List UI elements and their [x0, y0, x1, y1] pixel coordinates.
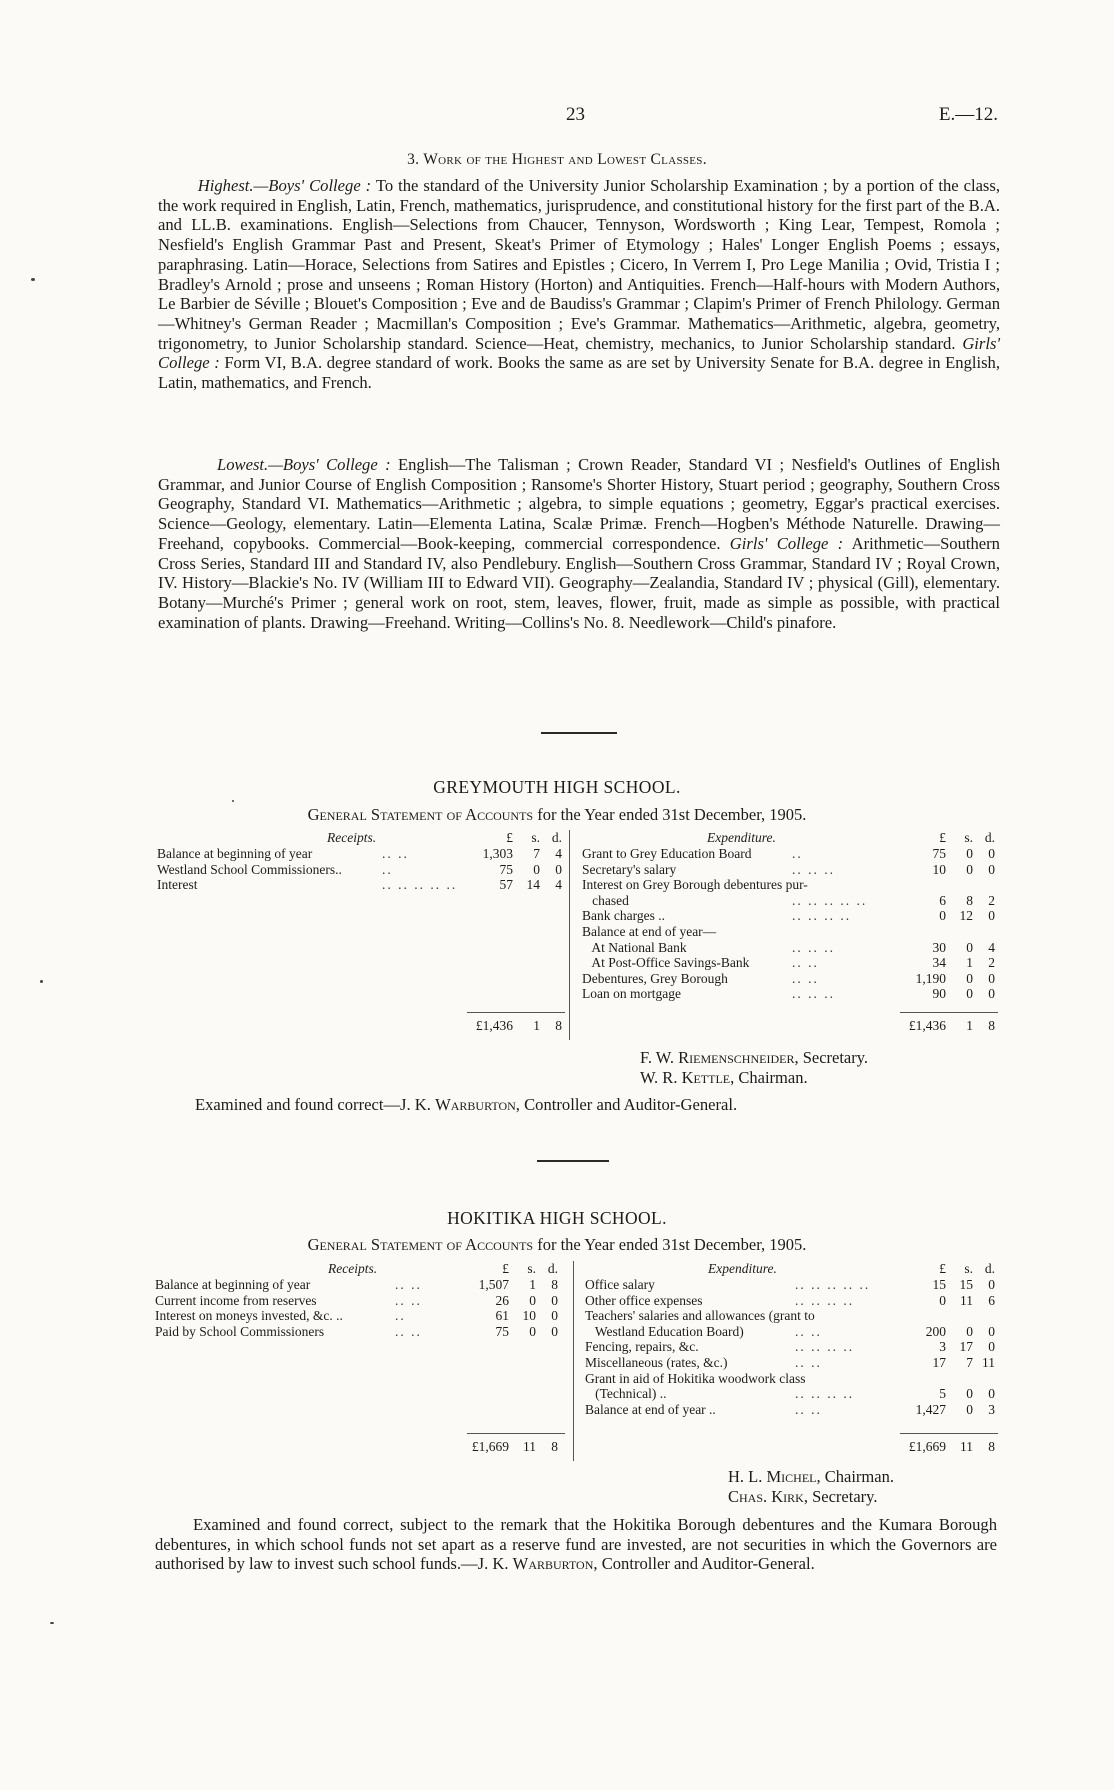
expenditure-row	[582, 893, 1012, 909]
pence-value: 8	[555, 1018, 562, 1033]
pence-value: 0	[988, 1277, 995, 1292]
pounds-value: 1,303	[482, 846, 513, 861]
receipt-row	[155, 1308, 565, 1324]
scan-speck	[31, 278, 35, 281]
amount	[457, 846, 562, 862]
pounds-value: 75	[495, 1323, 509, 1339]
amount	[890, 1439, 995, 1455]
amount	[890, 1018, 995, 1034]
leader-dots: .. ..	[395, 1323, 422, 1339]
pence-value: 0	[988, 861, 995, 877]
amount	[457, 1018, 562, 1034]
amount	[890, 1277, 995, 1293]
pounds-value: 15	[932, 1277, 946, 1292]
shillings-value: 1	[533, 1018, 540, 1033]
expenditure-row	[582, 862, 1012, 878]
column-divider	[573, 1261, 574, 1461]
amount	[453, 1308, 558, 1324]
lowest-classes-paragraph	[158, 455, 1000, 632]
expenditure-label: (Technical) ..	[585, 1386, 667, 1402]
pounds-value: 0	[939, 908, 946, 924]
expenditure-row	[582, 908, 1012, 924]
amount	[453, 1277, 558, 1293]
amount	[890, 955, 995, 971]
pence-value: 2	[988, 955, 995, 971]
leader-dots: .. .. .. ..	[795, 1386, 855, 1402]
greymouth-title: GREYMOUTH HIGH SCHOOL.	[433, 777, 681, 797]
amount	[890, 971, 995, 987]
lowest-label: Lowest.—Boys' College :	[217, 455, 391, 474]
pence-value: 0	[551, 1323, 558, 1339]
expenditure-total-row	[585, 1439, 1015, 1455]
pence-heading: d.	[551, 830, 562, 845]
leader-dots: .. .. ..	[792, 861, 835, 877]
shillings-value: 0	[529, 1323, 536, 1339]
expenditure-row	[585, 1308, 1015, 1324]
leader-dots: .. .. .. .. ..	[792, 892, 868, 908]
pence-value: 0	[988, 1386, 995, 1402]
pence-value: 3	[988, 1401, 995, 1417]
pence-value: 2	[988, 892, 995, 908]
expenditure-label: At Post-Office Savings-Bank	[582, 955, 750, 971]
page-header	[0, 104, 1114, 128]
leader-dots: ..	[395, 1308, 406, 1324]
shillings-value: 7	[533, 846, 540, 861]
amount	[890, 1355, 995, 1371]
highest-girls-label: Girls' College :	[158, 333, 1000, 373]
receipts-heading: Receipts.	[327, 830, 377, 845]
receipt-row	[155, 1293, 565, 1309]
amount	[890, 1339, 995, 1355]
expenditure-total-rule	[900, 1012, 998, 1013]
hokitika-accounts-table	[155, 1261, 997, 1461]
expenditure-row	[582, 877, 1012, 893]
pence-value: 4	[988, 939, 995, 955]
pence-value: 0	[988, 970, 995, 986]
amount	[890, 940, 995, 956]
receipt-row	[155, 1324, 565, 1340]
pounds-value: 10	[932, 861, 946, 877]
receipt-row	[155, 1277, 565, 1293]
pounds-value: £1,436	[908, 1018, 946, 1033]
shillings-value: 11	[960, 1292, 973, 1308]
hokitika-title: HOKITIKA HIGH SCHOOL.	[447, 1208, 667, 1228]
expenditure-row	[585, 1277, 1015, 1293]
greymouth-signature-secretary: F. W. Riemenschneider, Secretary.	[640, 1048, 869, 1067]
leader-dots: .. .. ..	[792, 986, 835, 1002]
amount	[457, 862, 562, 878]
amount	[890, 1386, 995, 1402]
leader-dots: .. .. .. ..	[795, 1339, 855, 1355]
section-title: 3. Work of the Highest and Lowest Classes.	[407, 151, 707, 168]
expenditure-label: Fencing, repairs, &c.	[585, 1339, 699, 1355]
leader-dots: ..	[792, 846, 803, 861]
shilling-heading: s.	[964, 830, 973, 845]
expenditure-label: Westland Education Board)	[585, 1323, 744, 1339]
pounds-value: 26	[495, 1292, 509, 1308]
pounds-value: 34	[932, 955, 946, 971]
shillings-value: 1	[966, 955, 973, 971]
expenditure-row	[585, 1324, 1015, 1340]
leader-dots: ..	[382, 861, 393, 877]
leader-dots: .. .. .. ..	[792, 908, 852, 924]
expenditure-row	[582, 971, 1012, 987]
pounds-value: £1,436	[475, 1018, 513, 1033]
pence-value: 0	[551, 1308, 558, 1324]
expenditure-label: chased	[582, 892, 629, 908]
amount	[890, 986, 995, 1002]
pence-value: 4	[555, 877, 562, 893]
section-divider	[541, 732, 617, 734]
pounds-value: 30	[932, 939, 946, 955]
receipt-label: Westland School Commissioners..	[157, 861, 342, 877]
highest-text-girls: Form VI, B.A. degree standard of work. Books the same as are set by University Senate for B.A. degree in English, Latin, mathematics, and French.	[158, 353, 1000, 393]
lowest-text-girls: Arithmetic—Southern Cross Series, Standard III and Standard IV, also Pendlebury. English—Southern Cross Grammar, Standard IV ; Royal Crown, IV. History—Blackie's No. IV (William III to Edward VII). Geography—Zealandia, Standard IV ; physical (Gill), elementary. Botany—Murché's Primer ; general work on root, stem, leaves, flower, fruit, made as simple as possible, with practical examination of plants. Drawing—Freehand. Writing—Collins's No. 8. Needlework—Child's pinafore.	[158, 533, 1000, 632]
expenditure-lsd-heading	[890, 830, 995, 846]
expenditure-heading: Expenditure.	[708, 1261, 777, 1276]
expenditure-row	[585, 1293, 1015, 1309]
expenditure-label: Loan on mortgage	[582, 986, 681, 1002]
expenditure-row	[585, 1371, 1015, 1387]
greymouth-statement-title	[0, 805, 1114, 825]
lowest-text-boys: English—The Talisman ; Crown Reader, Standard VI ; Nesfield's Outlines of English Grammar, and Junior Course of English Composition ; Ransome's Shorter History, Stuart period ; geography, Southern Cross Geography, Standard VI. Mathematics—Arithmetic ; algebra, to simple equations ; geometry, Eggar's practical exercises. Science—Geology, elementary. Latin—Elementa Latina, Scalæ Primæ. French—Hogben's Méthode Naturelle. Drawing—Freehand, copybooks. Commercial—Book-keeping, commercial correspondence.	[158, 455, 1000, 553]
expenditure-row	[582, 846, 1012, 862]
pence-heading: d.	[984, 830, 995, 845]
shillings-value: 14	[526, 877, 540, 893]
shillings-value: 0	[966, 1401, 973, 1417]
pound-heading: £	[506, 830, 513, 845]
pounds-value: 0	[939, 1292, 946, 1308]
leader-dots: .. .. .. .. ..	[382, 877, 458, 893]
shillings-value: 7	[966, 1355, 973, 1370]
expenditure-heading: Expenditure.	[707, 830, 776, 845]
amount	[457, 877, 562, 893]
scan-speck	[232, 800, 234, 802]
expenditure-label: Grant in aid of Hokitika woodwork class	[585, 1370, 806, 1386]
receipt-label: Paid by School Commissioners	[155, 1323, 325, 1339]
receipt-label: Interest	[157, 877, 198, 893]
expenditure-row	[585, 1386, 1015, 1402]
pounds-value: 1,427	[915, 1401, 946, 1417]
greymouth-audit-note: Examined and found correct—J. K. Warburton, Controller and Auditor-General.	[195, 1095, 738, 1114]
leader-dots: .. ..	[382, 846, 409, 861]
page-number: 23	[566, 104, 585, 125]
expenditure-row	[582, 986, 1012, 1002]
leader-dots: .. ..	[795, 1401, 822, 1417]
pounds-value: 90	[932, 986, 946, 1002]
greymouth-statement-rest: for the Year ended 31st December, 1905.	[533, 805, 807, 824]
leader-dots: .. .. .. .. ..	[795, 1277, 871, 1292]
scan-speck	[40, 980, 43, 983]
pence-value: 6	[988, 1292, 995, 1308]
greymouth-accounts-table	[157, 830, 997, 1040]
scan-speck	[50, 1622, 54, 1624]
shilling-heading: s.	[531, 830, 540, 845]
expenditure-row	[582, 924, 1012, 940]
expenditure-label: Balance at end of year—	[582, 924, 717, 939]
hokitika-statement-title: General Statement of Accounts for the Year ended 31st December, 1905.	[307, 1235, 807, 1254]
amount	[453, 1439, 558, 1455]
pounds-value: 17	[932, 1355, 946, 1370]
pence-value: 0	[555, 861, 562, 877]
shillings-value: 15	[959, 1277, 973, 1292]
shillings-value: 0	[966, 1323, 973, 1339]
pence-value: 8	[988, 1439, 995, 1454]
receipt-label: Balance at beginning of year	[157, 846, 313, 861]
pence-value: 0	[988, 846, 995, 861]
pence-value: 11	[982, 1355, 995, 1370]
pounds-value: 6	[939, 892, 946, 908]
leader-dots: .. .. ..	[792, 939, 835, 955]
shillings-value: 0	[966, 861, 973, 877]
lowest-girls-label: Girls' College :	[729, 533, 844, 553]
shillings-value: 0	[533, 861, 540, 877]
receipt-label: Interest on moneys invested, &c. ..	[155, 1308, 343, 1324]
leader-dots: .. ..	[395, 1277, 422, 1292]
hokitika-audit-note: Examined and found correct, subject to the remark that the Hokitika Borough debentures and the Kumara Borough debentures, in which school funds not set apart as a reserve fund are invested, are not securities in which the Governors are authorised by law to invest such school funds.—J. K. Warburton, Controller and Auditor-General.	[155, 1515, 997, 1573]
pounds-value: £1,669	[908, 1439, 946, 1454]
amount	[890, 908, 995, 924]
shillings-value: 0	[529, 1292, 536, 1308]
shillings-value: 0	[966, 986, 973, 1002]
expenditure-row	[582, 940, 1012, 956]
shillings-value: 11	[960, 1439, 973, 1454]
pence-value: 8	[551, 1439, 558, 1454]
receipts-heading: Receipts.	[328, 1261, 378, 1276]
pounds-value: 57	[499, 877, 513, 893]
expenditure-total-row	[582, 1018, 1012, 1034]
expenditure-label: Debentures, Grey Borough	[582, 970, 728, 986]
expenditure-row	[585, 1355, 1015, 1371]
expenditure-row	[582, 955, 1012, 971]
amount	[890, 1293, 995, 1309]
expenditure-label: Grant to Grey Education Board	[582, 846, 752, 861]
receipt-row	[157, 862, 567, 878]
receipts-total-row	[157, 1018, 567, 1034]
shillings-value: 17	[959, 1339, 973, 1355]
receipts-total-rule	[467, 1012, 565, 1013]
hokitika-signature-secretary: Chas. Kirk, Secretary.	[728, 1487, 878, 1506]
shillings-value: 8	[966, 892, 973, 908]
receipts-lsd-heading: £ s. d.	[502, 1261, 558, 1276]
receipt-label: Current income from reserves	[155, 1292, 317, 1308]
pence-value: 8	[988, 1018, 995, 1033]
pounds-value: 200	[925, 1323, 946, 1339]
pence-value: 0	[988, 1339, 995, 1355]
pounds-value: 5	[939, 1386, 946, 1402]
hokitika-signature-chairman: H. L. Michel, Chairman.	[728, 1467, 894, 1486]
pence-value: 0	[551, 1292, 558, 1308]
column-divider	[569, 830, 570, 1040]
expenditure-row	[585, 1339, 1015, 1355]
expenditure-label: Teachers' salaries and allowances (grant to	[585, 1308, 815, 1324]
expenditure-label: Interest on Grey Borough debentures pur-	[582, 877, 808, 893]
receipts-total-row	[155, 1439, 565, 1455]
shillings-value: 0	[966, 939, 973, 955]
receipt-row	[157, 846, 567, 862]
pence-value: 8	[551, 1277, 558, 1292]
amount	[453, 1293, 558, 1309]
shillings-value: 11	[523, 1439, 536, 1454]
pounds-value: 3	[939, 1339, 946, 1355]
amount	[890, 1402, 995, 1418]
pence-value: 4	[555, 846, 562, 861]
highest-text-boys: To the standard of the University Junior Scholarship Examination ; by a portion of the class, the work required in English, Latin, French, mathematics, jurisprudence, and constitutional history for the first part of the B.A. and LL.B. examinations. English—Selections from Chaucer, Tennyson, Wordsworth ; King Lear, Tempest, Romola ; Nesfield's English Grammar Past and Present, Skeat's Primer of Etymology ; Hales' Longer English Poems ; essays, paraphrasing. Latin—Horace, Selections from Satires and Epistles ; Cicero, In Verrem I, Pro Lege Manilia ; Ovid, Tristia I ; Bradley's Arnold ; prose and unseens ; Roman History (Horton) and Antiquities. French—Half-hours with Modern Authors, Le Barbier de Séville ; Blouet's Composition ; Eve and de Baudiss's Grammar ; Clapim's Primer of French Philology. German—Whitney's German Reader ; Macmillan's Composition ; Eve's Grammar. Mathematics—Arithmetic, algebra, geometry, trigonometry, to Junior Scholarship standard. Science—Heat, chemistry, mechanics, to Junior Scholarship standard.	[158, 176, 1000, 353]
expenditure-label: Balance at end of year ..	[585, 1401, 716, 1417]
receipt-row	[157, 877, 567, 893]
pounds-value: 61	[495, 1308, 509, 1324]
expenditure-row	[585, 1402, 1015, 1418]
shillings-value: 1	[529, 1277, 536, 1292]
leader-dots: .. ..	[792, 970, 819, 986]
leader-dots: .. ..	[795, 1355, 822, 1370]
leader-dots: .. ..	[792, 955, 819, 971]
expenditure-label: Other office expenses	[585, 1292, 703, 1308]
amount	[890, 862, 995, 878]
section-divider	[537, 1160, 609, 1162]
shillings-value: 10	[522, 1308, 536, 1324]
receipts-lsd-heading	[457, 830, 562, 846]
expenditure-label: Secretary's salary	[582, 861, 677, 877]
greymouth-statement-caps: General Statement of Accounts	[307, 805, 534, 824]
leader-dots: .. .. .. ..	[795, 1292, 855, 1308]
highest-label: Highest.—Boys' College :	[197, 176, 372, 195]
pound-heading: £	[939, 830, 946, 845]
amount	[890, 1324, 995, 1340]
amount	[453, 1324, 558, 1340]
document-reference: E.—12.	[938, 104, 998, 125]
expenditure-lsd-heading: £ s. d.	[939, 1261, 995, 1276]
pence-value: 0	[988, 908, 995, 924]
shillings-value: 12	[959, 908, 973, 924]
shillings-value: 0	[966, 1386, 973, 1402]
greymouth-signature-chairman: W. R. Kettle, Chairman.	[640, 1068, 808, 1087]
shillings-value: 1	[966, 1018, 973, 1033]
expenditure-total-rule	[900, 1433, 998, 1434]
receipt-label: Balance at beginning of year	[155, 1277, 311, 1292]
shillings-value: 0	[966, 970, 973, 986]
expenditure-label: Office salary	[585, 1277, 655, 1292]
pence-value: 0	[988, 1323, 995, 1339]
leader-dots: .. ..	[395, 1292, 422, 1308]
amount	[890, 846, 995, 862]
highest-classes-paragraph	[158, 176, 1000, 393]
expenditure-label: Bank charges ..	[582, 908, 665, 924]
pounds-value: 1,190	[915, 970, 946, 986]
pounds-value: 75	[499, 861, 513, 877]
pence-value: 0	[988, 986, 995, 1002]
leader-dots: .. ..	[795, 1323, 822, 1339]
pounds-value: 1,507	[478, 1277, 509, 1292]
expenditure-label: At National Bank	[582, 939, 687, 955]
shillings-value: 0	[966, 846, 973, 861]
amount	[890, 893, 995, 909]
pounds-value: £1,669	[471, 1439, 509, 1454]
pounds-value: 75	[932, 846, 946, 861]
receipts-total-rule	[467, 1433, 565, 1434]
expenditure-label: Miscellaneous (rates, &c.)	[585, 1355, 728, 1370]
